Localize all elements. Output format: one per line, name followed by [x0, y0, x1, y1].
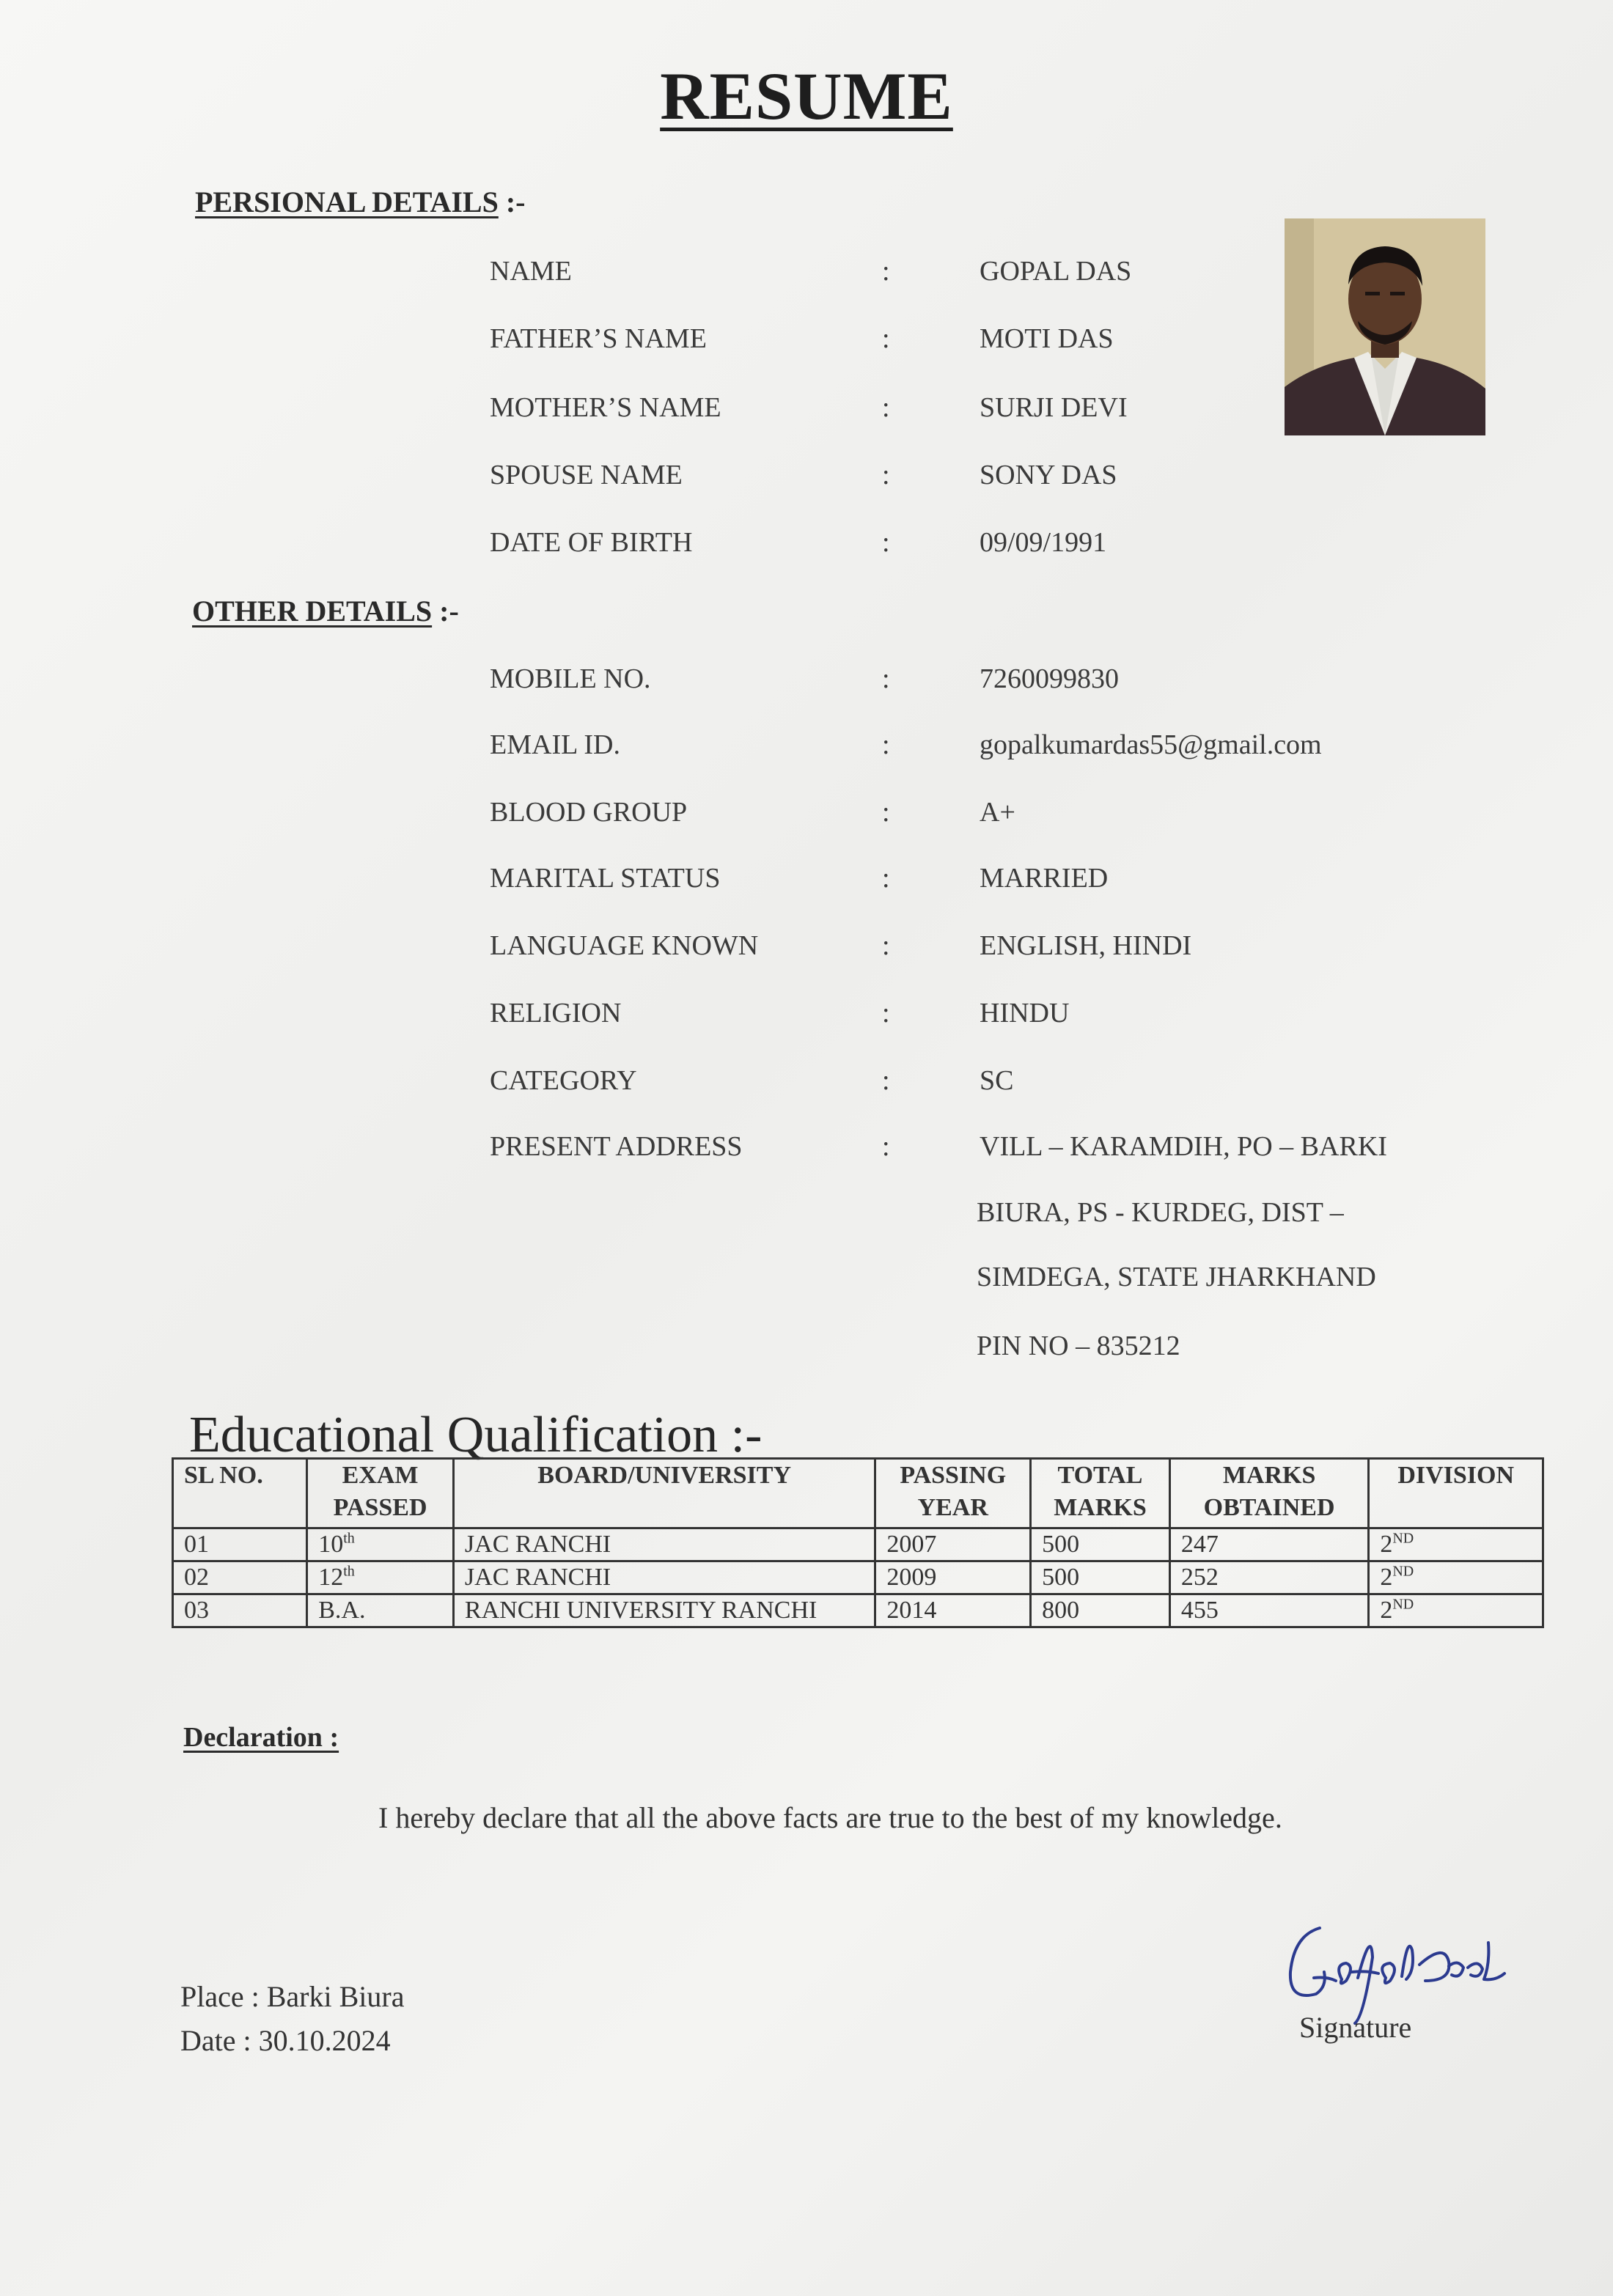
- other-row-address: [490, 1130, 1516, 1174]
- table-header-row: [173, 1459, 1543, 1528]
- personal-details-heading: PERSIONAL DETAILS :-: [195, 185, 526, 218]
- other-row-blood-group: [490, 796, 1516, 840]
- cell-obtained: 247: [1169, 1528, 1369, 1561]
- column-header-division: DIVISION: [1369, 1459, 1543, 1528]
- other-details-heading: OTHER DETAILS :-: [192, 595, 459, 628]
- place-text: Place : Barki Biura: [180, 1980, 405, 2013]
- cell-obtained: 252: [1169, 1561, 1369, 1594]
- field-label: EMAIL ID.: [490, 729, 620, 760]
- cell-total: 500: [1031, 1528, 1170, 1561]
- address-line: PIN NO – 835212: [977, 1331, 1180, 1361]
- field-label: PRESENT ADDRESS: [490, 1131, 743, 1162]
- field-separator: :: [882, 256, 890, 287]
- column-header-total: TOTAL MARKS: [1031, 1459, 1170, 1528]
- column-header-board: BOARD/UNIVERSITY: [453, 1459, 875, 1528]
- field-label: SPOUSE NAME: [490, 460, 683, 490]
- cell-sl: 02: [173, 1561, 307, 1594]
- field-label: MOTHER’S NAME: [490, 392, 721, 423]
- table-row: [173, 1528, 1543, 1561]
- cell-exam: 12th: [307, 1561, 454, 1594]
- field-label: MOBILE NO.: [490, 663, 651, 694]
- cell-sl: 03: [173, 1594, 307, 1627]
- cell-board: JAC RANCHI: [453, 1561, 875, 1594]
- field-label: NAME: [490, 256, 572, 287]
- cell-year: 2009: [875, 1561, 1031, 1594]
- field-value: HINDU: [980, 998, 1070, 1029]
- cell-division: 2ND: [1369, 1528, 1543, 1561]
- title-text: RESUME: [660, 59, 953, 133]
- field-label: FATHER’S NAME: [490, 323, 707, 354]
- personal-row-dob: [490, 526, 1516, 570]
- field-separator: :: [882, 930, 890, 961]
- field-separator: :: [882, 797, 890, 828]
- field-label: RELIGION: [490, 998, 622, 1029]
- field-value: gopalkumardas55@gmail.com: [980, 729, 1322, 760]
- field-value: GOPAL DAS: [980, 256, 1132, 287]
- education-heading: Educational Qualification :-: [189, 1407, 763, 1463]
- field-separator: :: [882, 663, 890, 694]
- field-value: SC: [980, 1065, 1014, 1096]
- column-header-obtained: MARKS OBTAINED: [1169, 1459, 1369, 1528]
- field-label: LANGUAGE KNOWN: [490, 930, 759, 961]
- field-value: SONY DAS: [980, 460, 1117, 490]
- page-title: [0, 57, 1613, 135]
- other-row-religion: [490, 997, 1516, 1041]
- field-value: 09/09/1991: [980, 527, 1107, 558]
- cell-exam: B.A.: [307, 1594, 454, 1627]
- other-row-language: [490, 930, 1516, 974]
- field-separator: :: [882, 998, 890, 1029]
- cell-division: 2ND: [1369, 1594, 1543, 1627]
- field-separator: :: [882, 1131, 890, 1162]
- field-label: DATE OF BIRTH: [490, 527, 693, 558]
- other-row-category: [490, 1064, 1516, 1108]
- cell-total: 500: [1031, 1561, 1170, 1594]
- other-row-mobile: [490, 663, 1516, 707]
- personal-row-spouse: [490, 459, 1516, 503]
- table-row: [173, 1594, 1543, 1627]
- field-value: A+: [980, 797, 1015, 828]
- column-header-year: PASSING YEAR: [875, 1459, 1031, 1528]
- cell-sl: 01: [173, 1528, 307, 1561]
- field-value: ENGLISH, HINDI: [980, 930, 1192, 961]
- cell-board: JAC RANCHI: [453, 1528, 875, 1561]
- field-value: 7260099830: [980, 663, 1119, 694]
- cell-year: 2014: [875, 1594, 1031, 1627]
- cell-total: 800: [1031, 1594, 1170, 1627]
- portrait-image: [1285, 218, 1485, 435]
- field-label: CATEGORY: [490, 1065, 637, 1096]
- declaration-heading: Declaration :: [183, 1722, 339, 1753]
- cell-obtained: 455: [1169, 1594, 1369, 1627]
- address-line: BIURA, PS - KURDEG, DIST –: [977, 1197, 1344, 1228]
- table-row: [173, 1561, 1543, 1594]
- field-value: MARRIED: [980, 863, 1109, 894]
- other-row-marital-status: [490, 862, 1516, 906]
- field-value: MOTI DAS: [980, 323, 1114, 354]
- profile-photo: [1285, 218, 1485, 435]
- field-separator: :: [882, 323, 890, 354]
- cell-board: RANCHI UNIVERSITY RANCHI: [453, 1594, 875, 1627]
- field-separator: :: [882, 1065, 890, 1096]
- field-separator: :: [882, 392, 890, 423]
- field-separator: :: [882, 527, 890, 558]
- field-separator: :: [882, 863, 890, 894]
- field-value: SURJI DEVI: [980, 392, 1128, 423]
- field-separator: :: [882, 729, 890, 760]
- column-header-exam: EXAM PASSED: [307, 1459, 454, 1528]
- signature-label: Signature: [1299, 2011, 1412, 2044]
- field-separator: :: [882, 460, 890, 490]
- field-label: BLOOD GROUP: [490, 797, 688, 828]
- cell-division: 2ND: [1369, 1561, 1543, 1594]
- field-value: VILL – KARAMDIH, PO – BARKI: [980, 1131, 1387, 1162]
- date-text: Date : 30.10.2024: [180, 2024, 391, 2057]
- address-line: SIMDEGA, STATE JHARKHAND: [977, 1262, 1376, 1292]
- cell-exam: 10th: [307, 1528, 454, 1561]
- education-table: [172, 1457, 1544, 1628]
- cell-year: 2007: [875, 1528, 1031, 1561]
- column-header-sl: SL NO.: [173, 1459, 307, 1528]
- field-label: MARITAL STATUS: [490, 863, 721, 894]
- declaration-text: I hereby declare that all the above facts are true to the best of my knowledge.: [378, 1801, 1282, 1834]
- other-row-email: [490, 729, 1516, 773]
